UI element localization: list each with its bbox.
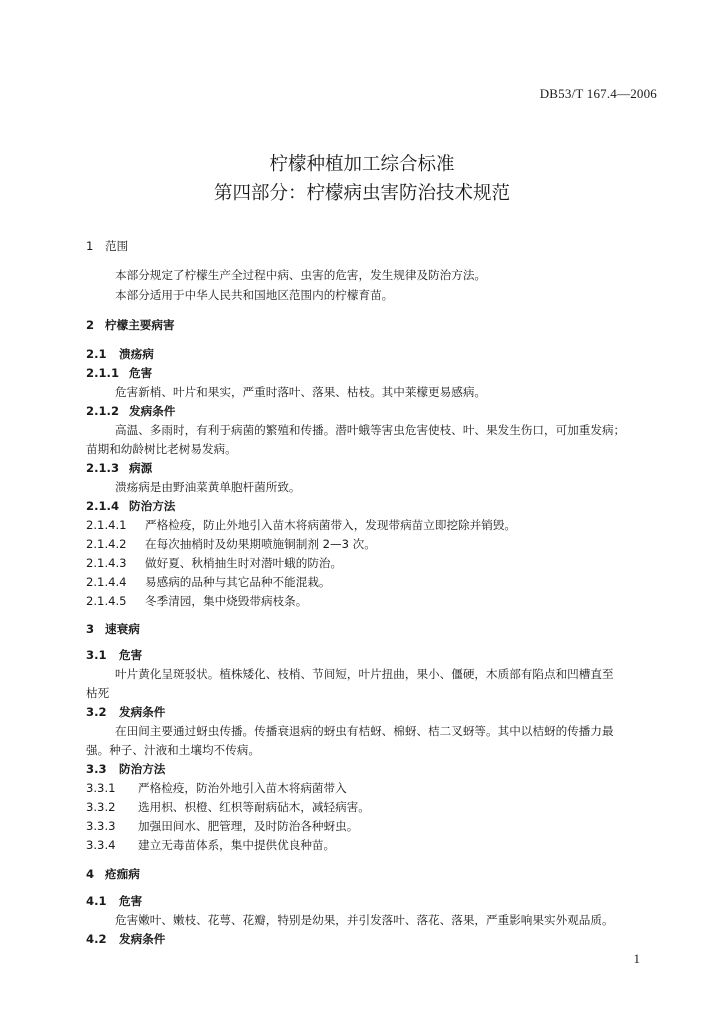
subsection-heading-2-1: 2.1 溃疡病 [86,347,154,361]
list-item: 2.1.4.3 做好夏、秋梢抽生时对潜叶蛾的防治。 [86,556,343,570]
subsection-heading-2-1-4: 2.1.4 防治方法 [86,499,176,513]
subsection-heading-2-1-3: 2.1.3 病源 [86,461,153,475]
subsection-heading-3-2: 3.2 发病条件 [86,705,166,719]
paragraph: 本部分适用于中华人民共和国地区范围内的柠檬育苗。 [115,288,394,302]
list-item: 3.3.1 严格检疫，防治外地引入苗木将病菌带入 [86,781,347,795]
subsection-heading-4-1: 4.1 危害 [86,894,143,908]
section-heading-2: 2 柠檬主要病害 [86,318,175,332]
subsection-heading-4-2: 4.2 发病条件 [86,932,166,946]
list-item: 2.1.4.1 严格检疫，防止外地引入苗木将病菌带入，发现带病苗立即挖除并销毁。 [86,518,517,532]
paragraph: 高温、多雨时，有利于病菌的繁殖和传播。潜叶蛾等害虫危害使枝、叶、果发生伤口，可加重发病； [115,423,626,437]
paragraph: 危害嫩叶、嫩枝、花萼、花瓣，特别是幼果，并引发落叶、落花、落果，严重影响果实外观品质。 [115,913,614,927]
list-item: 2.1.4.2 在每次抽梢时及幼果期喷施铜制剂 2—3 次。 [86,537,376,551]
paragraph-continuation: 强。种子、汁液和土壤均不传病。 [86,743,260,757]
section-heading-3: 3 速衰病 [86,622,140,636]
section-heading-1: 1 范围 [86,239,129,253]
document-title: 柠檬种植加工综合标准 [269,154,455,175]
list-item: 3.3.4 建立无毒苗体系，集中提供优良种苗。 [86,838,336,852]
paragraph: 在田间主要通过蚜虫传播。传播衰退病的蚜虫有桔蚜、棉蚜、桔二叉蚜等。其中以桔蚜的传播力最 [115,724,614,738]
list-item: 2.1.4.4 易感病的品种与其它品种不能混栽。 [86,575,331,589]
paragraph: 危害新梢、叶片和果实，严重时落叶、落果、枯枝。其中莱檬更易感病。 [115,385,487,399]
list-item: 3.3.2 选用枳、枳橙、红枳等耐病砧木，减轻病害。 [86,800,370,814]
paragraph: 溃疡病是由野油菜黄单胞杆菌所致。 [115,480,301,494]
standard-code: DB53/T 167.4—2006 [539,86,657,101]
paragraph: 本部分规定了柠檬生产全过程中病、虫害的危害，发生规律及防治方法。 [115,268,487,282]
subsection-heading-3-3: 3.3 防治方法 [86,762,166,776]
subsection-heading-2-1-2: 2.1.2 发病条件 [86,404,176,418]
subsection-heading-3-1: 3.1 危害 [86,648,143,662]
subsection-heading-2-1-1: 2.1.1 危害 [86,366,153,380]
paragraph-continuation: 枯死 [86,686,110,700]
page-number: 1 [633,951,640,966]
list-item: 2.1.4.5 冬季清园，集中烧毁带病枝条。 [86,594,308,608]
paragraph-continuation: 苗期和幼龄树比老树易发病。 [86,442,237,456]
section-heading-4: 4 疮痂病 [86,867,140,881]
list-item: 3.3.3 加强田间水、肥管理，及时防治各种蚜虫。 [86,819,359,833]
paragraph: 叶片黄化呈斑驳状。植株矮化、枝梢、节间短，叶片扭曲，果小、僵硬，木质部有陷点和凹槽直至 [115,667,614,681]
document-subtitle: 第四部分：柠檬病虫害防治技术规范 [213,183,510,204]
